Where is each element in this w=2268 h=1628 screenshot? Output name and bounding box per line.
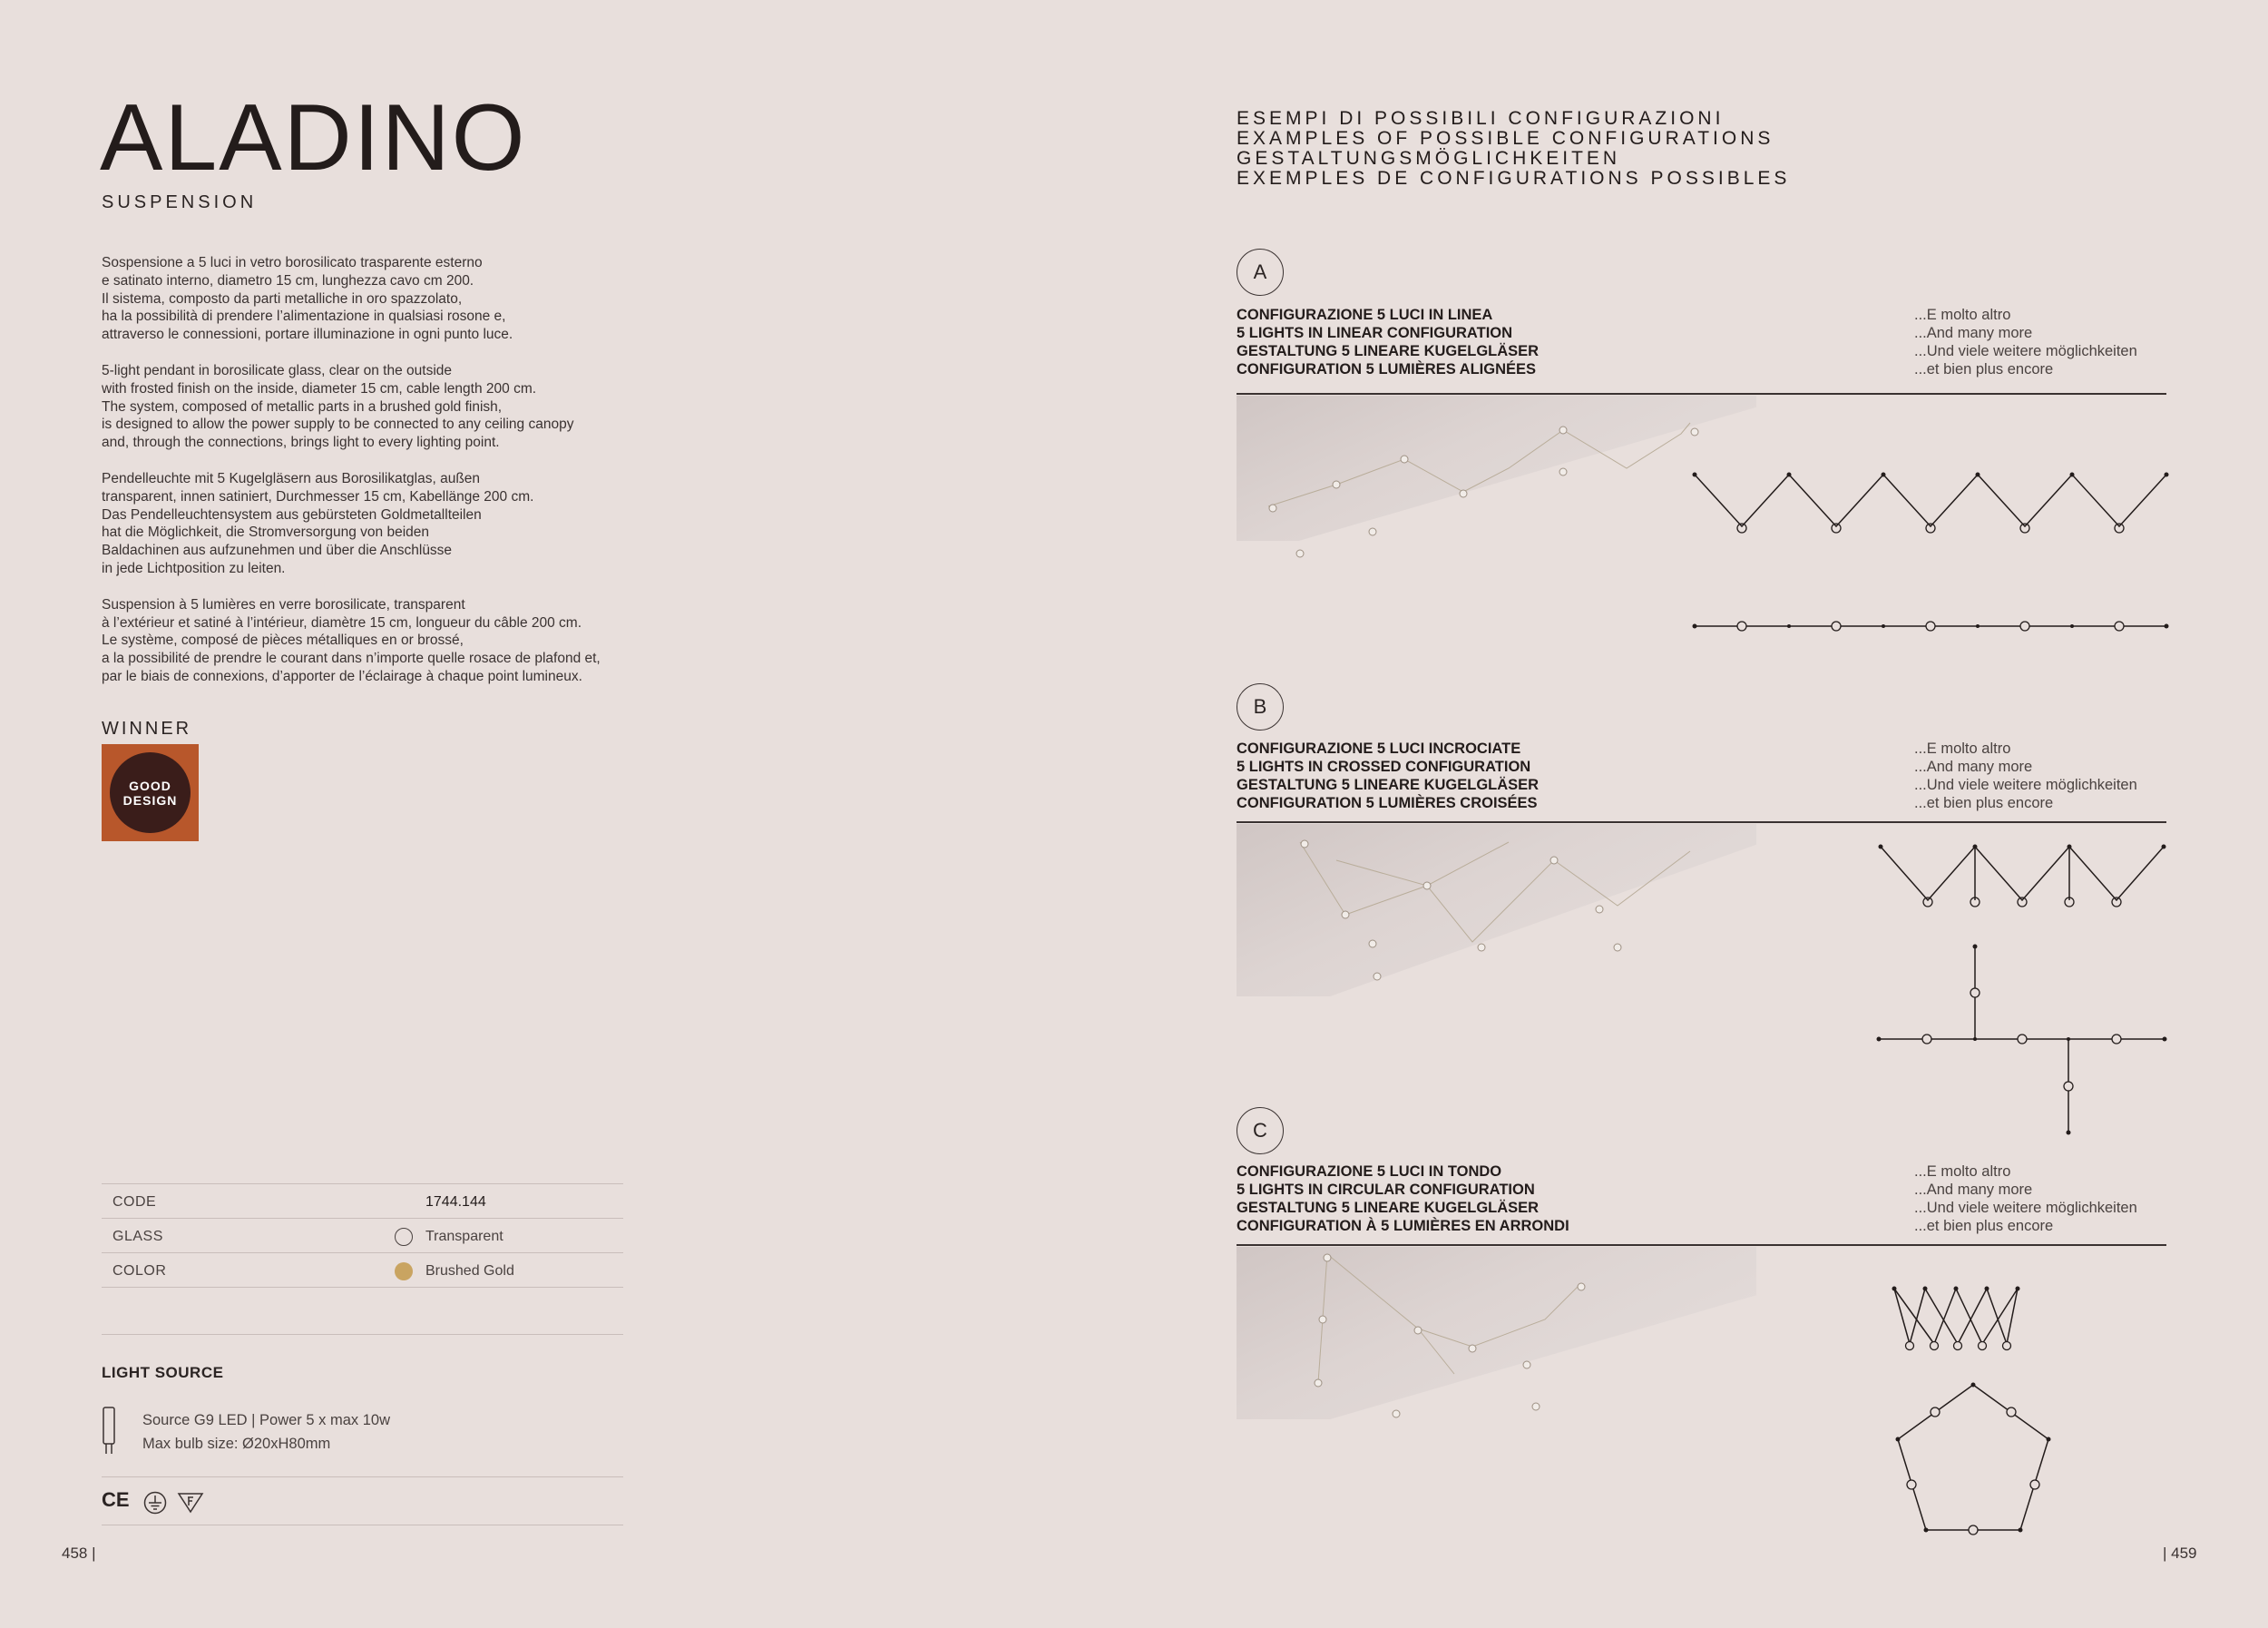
config-a-plan-diagram (1687, 617, 2177, 635)
spec-row-glass (102, 1218, 623, 1252)
good-design-logo (110, 752, 191, 833)
badge-line-2: DESIGN (122, 792, 178, 808)
config-c-line: GESTALTUNG 5 LINEARE KUGELGLÄSER (1237, 1200, 1540, 1216)
config-a-rule (1237, 393, 2166, 395)
config-c-pentagon-diagram (1887, 1379, 2059, 1543)
badge-line-1: GOOD (129, 778, 171, 793)
product-title: ALADINO (100, 85, 527, 191)
description-english: 5-light pendant in borosilicate glass, clear on the outside with frosted finish on the inside, diameter 15 cm, cable length 200 cm. The system, composed of metallic parts in a brushed gold finish, is designed to allow the power supply to be connected to any ceiling canopy and, through the connections, brings light to every lighting point. (102, 362, 574, 451)
page-number-left-value: 458 (62, 1545, 88, 1562)
gold-swatch-icon (395, 1262, 413, 1280)
config-a-more-line: ...Und viele weitere möglichkeiten (1914, 343, 2137, 359)
page-number-left: 458 | (62, 1545, 96, 1562)
config-b-line: CONFIGURATION 5 LUMIÈRES CROISÉES (1237, 795, 1538, 811)
config-b-more-line: ...E molto altro (1914, 740, 2011, 757)
config-b-line: 5 LIGHTS IN CROSSED CONFIGURATION (1237, 759, 1531, 775)
config-b-more-line: ...And many more (1914, 759, 2033, 775)
config-c-more-line: ...Und viele weitere möglichkeiten (1914, 1200, 2137, 1216)
config-b-more-line: ...et bien plus encore (1914, 795, 2054, 811)
config-a-line: CONFIGURAZIONE 5 LUCI IN LINEA (1237, 307, 1493, 323)
config-c-more-line: ...And many more (1914, 1182, 2033, 1198)
config-a-line: GESTALTUNG 5 LINEARE KUGELGLÄSER (1237, 343, 1540, 359)
config-a-more-line: ...E molto altro (1914, 307, 2011, 323)
config-c-rule (1237, 1244, 2166, 1246)
config-c-pendants (1237, 1247, 1756, 1428)
heading-italian: ESEMPI DI POSSIBILI CONFIGURAZIONI (1237, 108, 1725, 129)
product-subtitle: SUSPENSION (102, 192, 258, 212)
config-b-line: CONFIGURAZIONE 5 LUCI INCROCIATE (1237, 740, 1521, 757)
light-source-line-2: Max bulb size: Ø20xH80mm (142, 1436, 331, 1452)
spec-color-value: Brushed Gold (425, 1263, 514, 1279)
config-letter-a: A (1237, 249, 1284, 296)
spec-row-code (102, 1183, 623, 1218)
spec-code-label: CODE (112, 1194, 157, 1210)
config-b-more-line: ...Und viele weitere möglichkeiten (1914, 777, 2137, 793)
config-b-plan-diagram (1876, 944, 2180, 1134)
config-b-pendants (1237, 824, 1756, 996)
heading-german: GESTALTUNGSMÖGLICHKEITEN (1237, 148, 1621, 169)
divider (102, 1334, 623, 1335)
config-a-more-line: ...And many more (1914, 325, 2033, 341)
light-source-line-1: Source G9 LED | Power 5 x max 10w (142, 1412, 390, 1428)
spec-color-label: COLOR (112, 1263, 167, 1279)
heading-french: EXEMPLES DE CONFIGURATIONS POSSIBLES (1237, 168, 1791, 189)
config-c-more-line: ...E molto altro (1914, 1163, 2011, 1180)
description-italian: Sospensione a 5 luci in vetro borosilicato trasparente esterno e satinato interno, diametro 15 cm, lunghezza cavo cm 200. Il sistema, composto da parti metalliche in oro spazzolato, ha la possibilità di prendere l’alimentazione in qualsiasi rosone e, attraverso le connessioni, portare illuminazione in ogni punto luce. (102, 255, 513, 343)
config-b-title (1237, 740, 1539, 812)
config-a-zigzag-diagram (1687, 467, 2177, 540)
config-c-line: CONFIGURAZIONE 5 LUCI IN TONDO (1237, 1163, 1502, 1180)
divider (102, 1476, 623, 1477)
light-source-specs (142, 1408, 390, 1456)
configurations-heading (1237, 109, 1790, 189)
good-design-badge (102, 744, 199, 841)
spec-row-color (102, 1252, 623, 1288)
config-c-more-line: ...et bien plus encore (1914, 1218, 2054, 1234)
config-a-pendants (1237, 396, 1756, 568)
ce-mark-icon: CE (102, 1488, 130, 1511)
product-description (102, 254, 755, 704)
heading-english: EXAMPLES OF POSSIBLE CONFIGURATIONS (1237, 128, 1774, 149)
config-c-line: CONFIGURATION À 5 LUMIÈRES EN ARRONDI (1237, 1218, 1569, 1234)
page-number-right: | 459 (2163, 1545, 2197, 1562)
config-a-more-line: ...et bien plus encore (1914, 361, 2054, 378)
spec-table (102, 1183, 623, 1288)
config-b-line: GESTALTUNG 5 LINEARE KUGELGLÄSER (1237, 777, 1540, 793)
config-b-zigzag-diagram (1878, 844, 2177, 912)
description-french: Suspension à 5 lumières en verre borosilicate, transparent à l’extérieur et satiné à l’intérieur, diamètre 15 cm, longueur du câble 200 cm. Le système, composé de pièces métalliques en or brossé, a la possibilité de prendre le courant dans n’importe quelle rosace de plafond et, par le biais de connexions, d’apporter de l’éclairage à chaque point lumineux. (102, 596, 601, 684)
award-label: WINNER (102, 719, 192, 739)
page-number-right-value: 459 (2171, 1545, 2197, 1562)
config-b-rule (1237, 821, 2166, 823)
config-b-more (1914, 740, 2137, 812)
config-c-title (1237, 1162, 1569, 1235)
config-a-title (1237, 306, 1539, 378)
spec-glass-label: GLASS (112, 1229, 163, 1244)
config-c-more (1914, 1162, 2137, 1235)
f-mark-icon (178, 1493, 203, 1513)
ground-symbol-icon (143, 1491, 167, 1515)
config-letter-b: B (1237, 683, 1284, 731)
transparent-swatch-icon (395, 1228, 413, 1246)
config-a-line: 5 LIGHTS IN LINEAR CONFIGURATION (1237, 325, 1513, 341)
spec-glass-value: Transparent (425, 1229, 503, 1244)
config-c-crossed-diagram (1887, 1284, 2050, 1352)
light-source-title: LIGHT SOURCE (102, 1364, 224, 1381)
config-a-more (1914, 306, 2137, 378)
description-german: Pendelleuchte mit 5 Kugelgläsern aus Borosilikatglas, außen transparent, innen satiniert, Durchmesser 15 cm, Kabellänge 200 cm. Das Pendelleuchtensystem aus gebürsteten Goldmetallteilen hat die Möglichkeit, die Stromversorgung von beiden Baldachinen aus aufzunehmen und über die Anschlüsse in jede Lichtposition zu leiten. (102, 470, 534, 576)
bulb-icon (102, 1407, 116, 1456)
spec-code-value: 1744.144 (425, 1194, 486, 1210)
config-a-line: CONFIGURATION 5 LUMIÈRES ALIGNÉES (1237, 361, 1537, 378)
config-letter-c: C (1237, 1107, 1284, 1154)
config-c-line: 5 LIGHTS IN CIRCULAR CONFIGURATION (1237, 1182, 1535, 1198)
